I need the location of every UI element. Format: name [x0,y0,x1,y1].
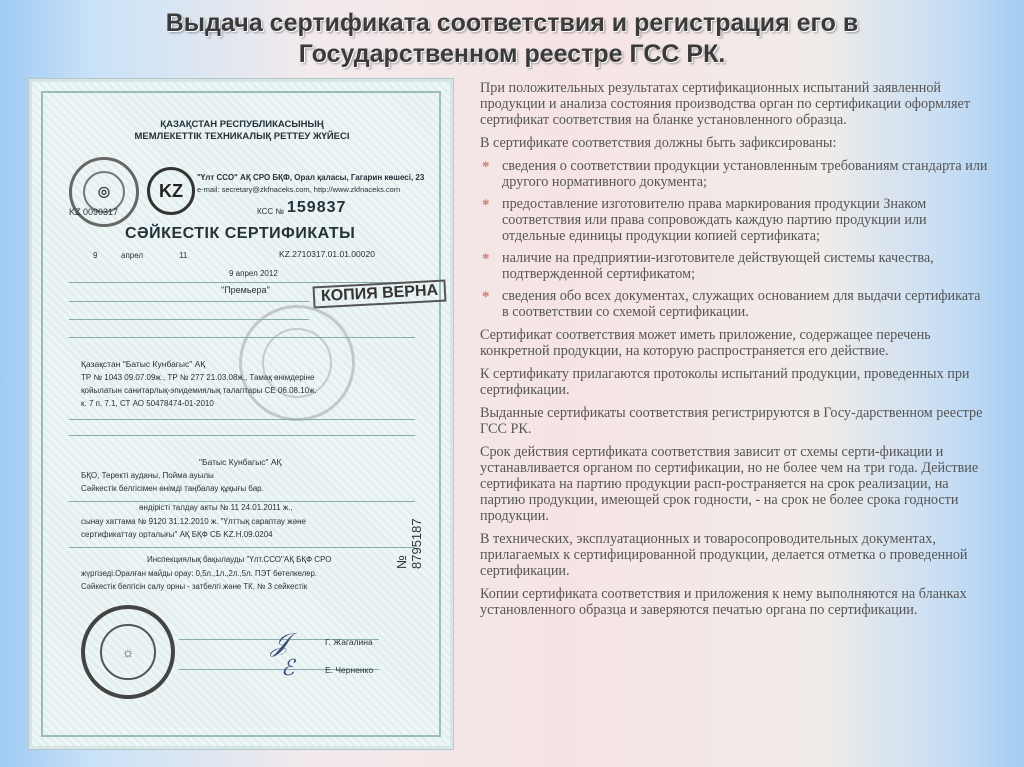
paragraph-register: Выданные сертификаты соответствия регистрируются в Госу-дарственном реестре ГСС РК. [480,405,983,437]
cert-line-applicant: "Батыс Кунбагыс" АҚ [199,457,282,467]
cert-serial-number: № 8795187 [394,518,424,569]
cert-line-act: өндірісті талдау акты № 11 24.01.2011 ж., [139,503,293,512]
cert-signer-2: Е. Черненко [325,665,374,675]
slide-content [480,80,988,625]
cert-line-frequency: жүргізеді.Оралған майды орау: 0,5л.,1л.,2л.,5л. ПЭТ бөтелкелер. [81,569,317,578]
cert-line-bko: БҚО, Теректі ауданы, Пойма ауылы [81,471,214,480]
cert-line-kazakhstan: Қазақстан "Батыс Кунбагыс" АҚ [81,359,206,369]
cert-line-protocol: сынау хаттама № 9120 31.12.2010 ж. "Үлттық сараптау және [81,517,306,526]
cert-header-1: ҚАЗАҚСТАН РЕСПУБЛИКАСЫНЫҢ [160,119,324,130]
cert-line-center: сертификаттау орталығы" АҚ БҚФ СБ KZ.Н.09.0204 [81,530,273,539]
bullet-icon: * [482,289,490,305]
bullet-icon: * [482,251,490,267]
cert-date-day: 9 [93,251,98,260]
cert-line-sanitary: қойылатын санитарлық-эпидемиялық талаптары СЕ 06.08.10ж. [81,386,317,395]
round-stamp-icon [239,305,355,421]
paragraph-intro: При положительных результатах сертификационных испытаний заявленной продукции и анализа состояния производства орган по сертификации оформляет сертификат соответствия на бланке установленного образца. [480,80,971,128]
paragraph-docs: В технических, эксплуатационных и товаросопроводительных документах, прилагаемых к сертифицированной продукции, делается отметка о проведенной сертификации. [480,531,968,579]
list-heading: В сертификате соответствия должны быть зафиксированы: [480,135,837,151]
slide-title-line-1: Выдача сертификата соответствия и регистрация его в [165,9,859,37]
list-item: * наличие на предприятии-изготовителе действующей системы качества, подтвержденной сертификатом; [482,250,934,282]
signature-1: 𝒥 [271,627,289,657]
paragraph-validity: Срок действия сертификата соответствия зависит от схемы серти-фикации и устанавливается органом по сертификации, но не более чем на три года. Действие сертификата на партию продукции расп-ространяется на срок реализации, на партию продукции, имеющей срок годности, - на срок не более срока годности продукции. [480,444,979,524]
list-item: * сведения о соответствии продукции установленным требованиям стандарта или другого нормативного документа; [482,158,988,190]
copy-verified-stamp: КОПИЯ ВЕРНА [313,280,447,309]
signature-2: ℰ [281,655,295,680]
globe-seal-icon: ◎ [69,157,139,227]
paragraph-appendix: Сертификат соответствия может иметь приложение, содержащее перечень конкретной продукции, на которую распространяется его действие. [480,327,931,359]
cert-line-standard: к. 7 п. 7.1, СТ АО 50478474-01-2010 [81,399,214,408]
slide-title-line-2: Государственном реестре ГСС РК. [298,40,726,68]
cert-header-2: МЕМЛЕКЕТТІК ТЕХНИКАЛЫҚ РЕТТЕУ ЖҮЙЕСІ [134,131,350,142]
bottom-seal-icon: ☼ [81,605,175,699]
cert-title: СӘЙКЕСТІК СЕРТИФИКАТЫ [125,225,356,242]
bullet-icon: * [482,197,490,213]
list-item: * сведения обо всех документах, служащих основанием для выдачи сертификата в соответствии со схемой сертификации. [482,288,981,320]
bullet-icon: * [482,159,490,175]
slide-title [0,8,1024,70]
cert-email-line: e-mail: secretary@zkfnaceks.com, http://www.zkfnaceks.com [197,185,401,194]
certificate-image [28,78,454,750]
cert-kcc-label: КСС № [257,207,284,216]
cert-product: "Премьера" [221,285,270,295]
cert-line-marking: Сәйкестік белгісін салу орны - затбелгі және ТК, № 3 сейкестік [81,582,308,591]
cert-line-sign: Сәйкестік белгісімен өнімді таңбалау құқығы бар. [81,484,264,493]
cert-valid-date: 9 апрел 2012 [229,269,278,278]
cert-signer-1: Г. Жагалина [325,637,373,647]
kz-logo-icon: KZ [147,167,195,215]
cert-line-tp: ТР № 1043 09.07.09ж., ТР № 277 21.03.08ж., Тамақ өнімдеріне [81,373,315,382]
cert-kcc-number: 159837 [287,199,347,216]
list-item: * предоставление изготовителю права маркирования продукции Знаком соответствия или права сопровождать каждую партию продукции или отдельные единицы продукции копией сертификата; [482,196,927,244]
requirements-list [480,158,988,320]
cert-reg-code: KZ.2710317.01.01.00020 [279,249,375,259]
cert-reg-number: KZ 0090317 [69,207,119,217]
paragraph-protocols: К сертификату прилагаются протоколы испытаний продукции, проведенных при сертификации. [480,366,970,398]
cert-line-inspection: Инспекциялық бақылауды "Үлт.ССО"АҚ БҚФ СРО [147,555,332,564]
cert-org-line: "Үлт ССО" АҚ СРО БҚФ, Орал қаласы, Гагарин көшесі, 23 [197,173,425,182]
paragraph-copies: Копии сертификата соответствия и приложения к нему выполняются на бланках установленного образца и заверяются печатью органа по сертификации. [480,586,967,618]
cert-date-month: апрел [121,251,144,260]
cert-date-year: 11 [179,251,188,260]
